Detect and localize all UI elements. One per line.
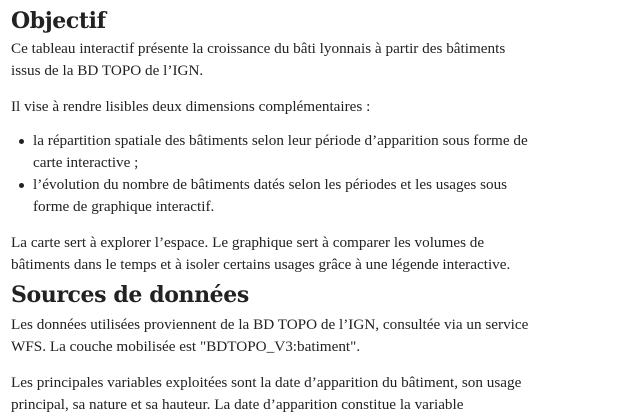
list-item-text: la répartition spatiale des bâtiments selon leur période d’apparition sous forme de carte interactive ; <box>33 132 528 171</box>
section-objectif <box>11 0 640 276</box>
paragraph-intro: Ce tableau interactif présente la croissance du bâti lyonnais à partir des bâtiments issus de la BD TOPO de l’IGN. <box>11 40 506 79</box>
section-sources <box>11 276 640 416</box>
list-item-text: l’évolution du nombre de bâtiments datés selon les périodes et les usages sous forme de graphique interactif. <box>33 176 508 215</box>
heading-sources: Sources de données <box>11 282 249 308</box>
list-item <box>33 174 533 218</box>
paragraph-conclusion: La carte sert à explorer l’espace. Le graphique sert à comparer les volumes de bâtiments dans le temps et à isoler certains usages grâce à une légende interactive. <box>11 234 511 273</box>
bullet-icon <box>19 139 24 144</box>
paragraph-sources-1: Les données utilisées proviennent de la BD TOPO de l’IGN, consultée via un service WFS. La couche mobilisée est "BDTOPO_V3:batiment". <box>11 316 529 355</box>
dimensions-list <box>11 130 533 218</box>
bullet-icon <box>19 183 24 188</box>
heading-objectif: Objectif <box>11 8 106 34</box>
list-item <box>33 130 533 174</box>
paragraph-sources-2: Les principales variables exploitées sont la date d’apparition du bâtiment, son usage principal, sa nature et sa hauteur. La date d’apparition constitue la variable <box>11 374 522 413</box>
paragraph-lead: Il vise à rendre lisibles deux dimensions complémentaires : <box>11 98 371 115</box>
